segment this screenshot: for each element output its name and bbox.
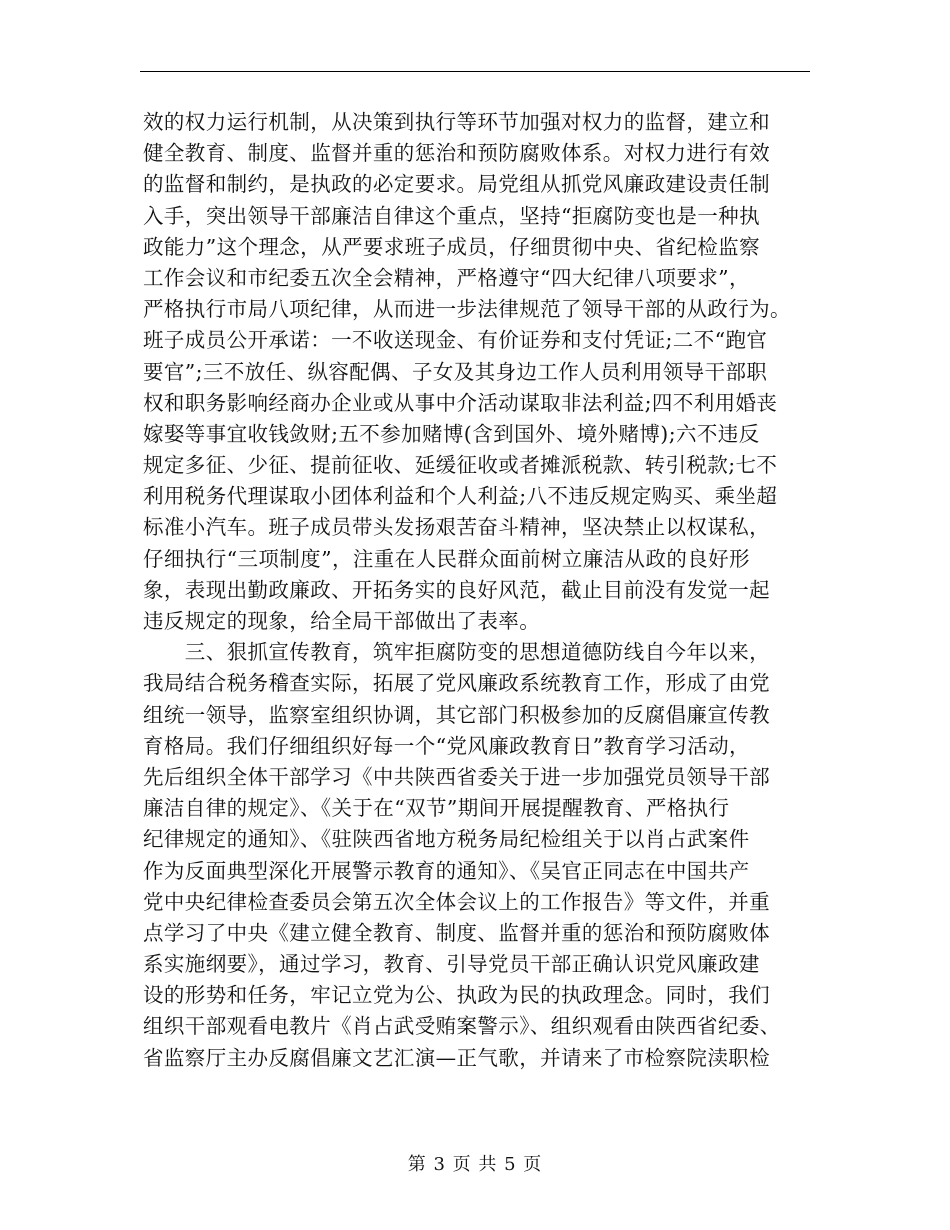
text-line: 班子成员公开承诺：一不收送现金、有价证券和支付凭证;二不“跑官 (143, 328, 768, 353)
text-line: 权和职务影响经商办企业或从事中介活动谋取非法利益;四不利用婚丧 (143, 390, 778, 415)
text-line: 三、狠抓宣传教育，筑牢拒腐防变的思想道德防线自今年以来， (143, 640, 770, 665)
text-line: 嫁娶等事宜收钱敛财;五不参加赌博(含到国外、境外赌博);六不违反 (143, 421, 760, 446)
text-line: 规定多征、少征、提前征收、延缓征收或者摊派税款、转引税款;七不 (143, 453, 778, 478)
text-line: 系实施纲要》，通过学习，教育、引导党员干部正确认识党风廉政建 (143, 952, 760, 977)
text-line: 党中央纪律检查委员会第五次全体会议上的工作报告》等文件，并重 (143, 889, 770, 914)
text-line: 纪律规定的通知》、《驻陕西省地方税务局纪检组关于以肖占武案件 (143, 827, 750, 852)
text-line: 利用税务代理谋取小团体利益和个人利益;八不违反规定购买、乘坐超 (143, 484, 778, 509)
text-line: 组统一领导，监察室组织协调，其它部门积极参加的反腐倡廉宣传教 (143, 702, 770, 727)
text-line: 先后组织全体干部学习《中共陕西省委关于进一步加强党员领导干部 (143, 764, 770, 789)
text-line: 健全教育、制度、监督并重的惩治和预防腐败体系。对权力进行有效 (143, 141, 770, 166)
text-line: 工作会议和市纪委五次全会精神，严格遵守“四大纪律八项要求”， (143, 265, 750, 290)
text-line: 的监督和制约，是执政的必定要求。局党组从抓党风廉政建设责任制 (143, 172, 770, 197)
page-footer: 第 3 页 共 5 页 (407, 1154, 543, 1175)
text-line: 作为反面典型深化开展警示教育的通知》、《吴官正同志在中国共产 (143, 858, 750, 883)
text-line: 省监察厅主办反腐倡廉文艺汇演—正气歌，并请来了市检察院渎职检 (143, 1045, 770, 1070)
text-line: 入手，突出领导干部廉洁自律这个重点，坚持“拒腐防变也是一种执 (143, 203, 760, 228)
text-line: 政能力”这个理念，从严要求班子成员，仔细贯彻中央、省纪检监察 (143, 234, 760, 259)
body-text (143, 107, 811, 1074)
text-line: 标准小汽车。班子成员带头发扬艰苦奋斗精神，坚决禁止以权谋私， (143, 515, 770, 540)
text-line: 组织干部观看电教片《肖占武受贿案警示》、组织观看由陕西省纪委、 (143, 1014, 781, 1039)
text-line: 我局结合税务稽查实际，拓展了党风廉政系统教育工作，形成了由党 (143, 671, 770, 696)
text-line: 违反规定的现象，给全局干部做出了表率。 (143, 609, 541, 633)
header-rule (140, 71, 810, 72)
text-line: 育格局。我们仔细组织好每一个“党风廉政教育日”教育学习活动， (143, 733, 750, 758)
text-line: 象，表现出勤政廉政、开拓务实的良好风范，截止目前没有发觉一起 (143, 577, 770, 602)
text-line: 严格执行市局八项纪律，从而进一步法律规范了领导干部的从政行为。 (143, 297, 791, 322)
text-line: 设的形势和任务，牢记立党为公、执政为民的执政理念。同时，我们 (143, 983, 770, 1008)
text-line: 效的权力运行机制，从决策到执行等环节加强对权力的监督，建立和 (143, 110, 770, 134)
text-line: 仔细执行“三项制度”，注重在人民群众面前树立廉洁从政的良好形 (143, 546, 750, 571)
text-line: 要官”;三不放任、纵容配偶、子女及其身边工作人员利用领导干部职 (143, 359, 768, 384)
text-line: 廉洁自律的规定》、《关于在“双节”期间开展提醒教育、严格执行 (143, 796, 730, 821)
text-line: 点学习了中央《建立健全教育、制度、监督并重的惩治和预防腐败体 (143, 920, 770, 945)
